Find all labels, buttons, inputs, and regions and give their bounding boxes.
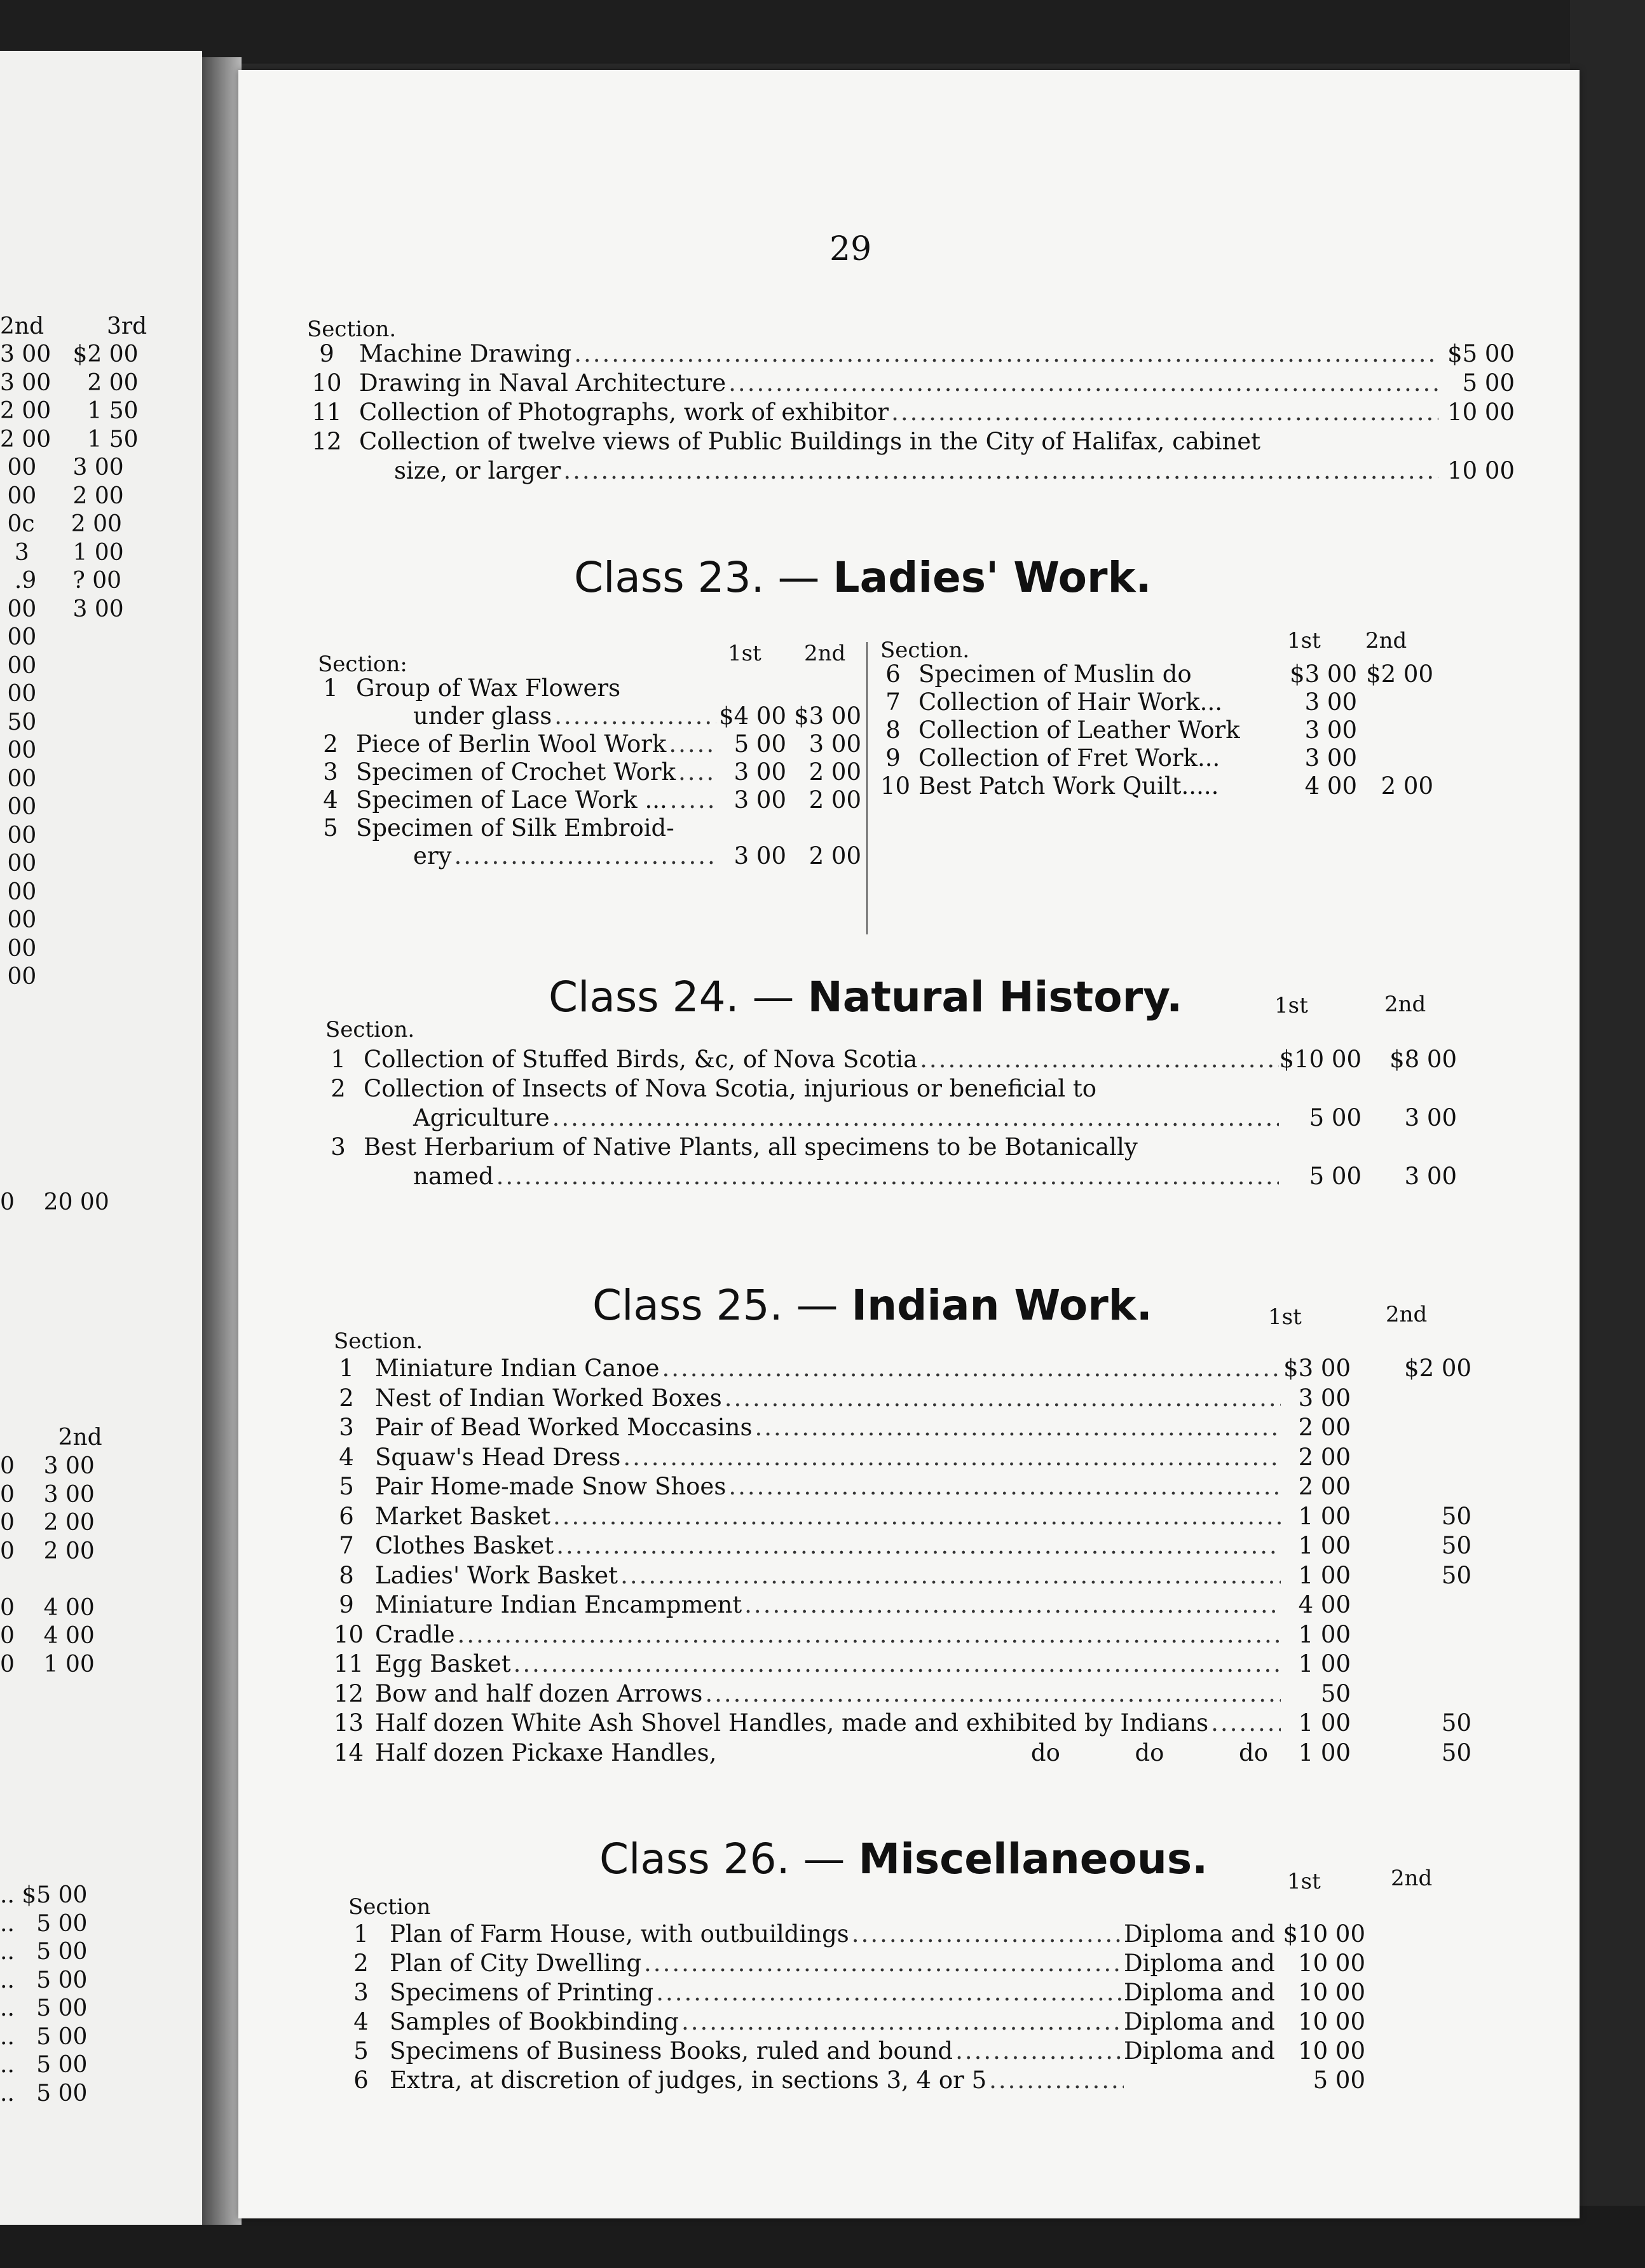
section-number: 2 xyxy=(339,1384,354,1412)
class-24-row-continuation xyxy=(413,1162,1457,1191)
dot-leader xyxy=(511,1650,1281,1679)
section-description: Miniature Indian Canoe xyxy=(375,1355,660,1382)
section-description: Collection of Hair Work... xyxy=(918,688,1222,716)
left-facing-page xyxy=(0,51,202,2225)
class-26-row xyxy=(348,2007,1365,2037)
section-number: 10 xyxy=(311,369,342,397)
class-23-right-row xyxy=(880,688,1433,717)
left-page-value-line: 00 xyxy=(0,823,37,849)
left-page-value-line: 0 3 00 xyxy=(0,1482,95,1508)
left-page-value-line: 00 3 00 xyxy=(0,596,124,622)
first-prize: 3 00 xyxy=(1298,1384,1351,1412)
section-number: 1 xyxy=(353,1920,369,1948)
class-23-left-row xyxy=(318,674,861,703)
scan-border-right xyxy=(1570,0,1645,2268)
first-prize: 5 00 xyxy=(1309,1163,1362,1190)
section-number: 3 xyxy=(339,1414,354,1441)
dot-leader xyxy=(953,2037,1124,2066)
left-page-value-line: 3 00 2 00 xyxy=(0,370,139,396)
left-page-value-line: 00 xyxy=(0,964,37,990)
class-24-row xyxy=(325,1133,1457,1162)
section-description: Collection of Stuffed Birds, &c, of Nova Scotia xyxy=(364,1046,918,1073)
class-25-name: Indian Work. xyxy=(851,1281,1152,1330)
first-prize: 3 00 xyxy=(734,842,786,870)
section-description: Ladies' Work Basket xyxy=(375,1562,618,1589)
prize-amount: $5 00 xyxy=(1447,340,1515,367)
section-number: 6 xyxy=(353,2066,369,2094)
dot-leader xyxy=(667,786,716,815)
section-number: 2 xyxy=(331,1075,346,1102)
dot-leader xyxy=(571,339,1438,369)
left-page-col-header-2nd: 2nd xyxy=(0,313,44,339)
dot-leader xyxy=(552,702,716,731)
dot-leader xyxy=(641,1949,1124,1978)
left-page-value-line: .. 5 00 xyxy=(0,1967,88,1993)
left-page-value-line: 2 00 1 50 xyxy=(0,427,139,453)
class-25-row xyxy=(334,1354,1471,1383)
dot-leader xyxy=(618,1561,1281,1590)
left-page-value-line: 0 2 00 xyxy=(0,1538,95,1564)
first-prize: $10 00 xyxy=(1279,1046,1362,1073)
section-number: 7 xyxy=(885,688,901,716)
section-number: 2 xyxy=(353,1950,369,1977)
class-25-row xyxy=(334,1531,1471,1561)
top-section-row xyxy=(307,398,1515,427)
first-prize: 3 00 xyxy=(734,758,786,786)
left-page-value-line: 0 4 00 xyxy=(0,1623,95,1649)
prize-amount: 10 00 xyxy=(1447,457,1515,484)
class-23-right-row xyxy=(880,660,1433,689)
dot-leader xyxy=(653,1978,1124,2007)
first-prize: 4 00 xyxy=(1304,772,1357,800)
class-26-row xyxy=(348,2066,1365,2095)
class-24-section-label: Section. xyxy=(325,1017,415,1042)
second-prize: 3 00 xyxy=(809,730,861,758)
left-page-value-line: 00 2 00 xyxy=(0,483,124,509)
left-page-value-line: .. $5 00 xyxy=(0,1882,88,1908)
class-24-number: Class 24. — xyxy=(549,973,795,1021)
left-page-value-line: 00 xyxy=(0,653,37,679)
prize-amount: 10 00 xyxy=(1447,399,1515,426)
first-prize: $4 00 xyxy=(719,702,786,730)
class-24-row xyxy=(325,1045,1457,1074)
class-25-row xyxy=(334,1413,1471,1442)
dot-leader xyxy=(494,1162,1279,1191)
first-prize: 3 00 xyxy=(1304,744,1357,772)
class-24-heading xyxy=(549,973,1182,1021)
class-25-row xyxy=(334,1650,1471,1679)
left-page-value-line: 00 xyxy=(0,681,37,707)
class-23-right-row xyxy=(880,772,1433,801)
class-25-row xyxy=(334,1620,1471,1650)
section-description: Pair Home-made Snow Shoes xyxy=(375,1473,727,1500)
dot-leader xyxy=(752,1413,1281,1442)
class-25-row xyxy=(334,1472,1471,1501)
dot-leader xyxy=(986,2066,1124,2095)
section-number: 9 xyxy=(339,1591,354,1618)
section-number: 4 xyxy=(323,786,338,814)
first-prize: 10 00 xyxy=(1298,1950,1365,1977)
class-26-number: Class 26. — xyxy=(599,1834,845,1883)
section-description: Specimens of Business Books, ruled and bound xyxy=(390,2037,953,2065)
first-prize: 10 00 xyxy=(1298,2008,1365,2035)
section-description: Half dozen Pickaxe Handles, xyxy=(375,1739,717,1766)
prize-type: Diploma and xyxy=(1124,1920,1275,1948)
left-page-value-line: 0 2 00 xyxy=(0,1510,95,1536)
section-number: 6 xyxy=(339,1503,354,1530)
class-25-row xyxy=(334,1443,1471,1472)
first-prize: 4 00 xyxy=(1298,1591,1351,1618)
class-23-left-section-label: Section: xyxy=(318,652,407,677)
section-number: 9 xyxy=(885,744,901,772)
section-number: 5 xyxy=(353,2037,369,2065)
second-prize: 2 00 xyxy=(809,758,861,786)
first-prize: $3 00 xyxy=(1290,660,1357,688)
second-prize: 2 00 xyxy=(809,786,861,814)
section-number: 11 xyxy=(334,1650,364,1677)
section-description: Best Herbarium of Native Plants, all specimens to be Botanically xyxy=(364,1133,1138,1161)
class-25-row xyxy=(334,1679,1471,1709)
first-prize: 5 00 xyxy=(734,730,786,758)
first-prize: 1 00 xyxy=(1298,1503,1351,1530)
left-page-col-header-3rd: 3rd xyxy=(107,313,147,339)
first-prize: 5 00 xyxy=(1309,1104,1362,1131)
section-description: Nest of Indian Worked Boxes xyxy=(375,1384,722,1412)
dot-leader xyxy=(1208,1709,1281,1738)
first-prize: 3 00 xyxy=(1304,716,1357,744)
prize-amount: 5 00 xyxy=(1462,369,1515,397)
section-description: Bow and half dozen Arrows xyxy=(375,1680,703,1707)
section-description: Pair of Bead Worked Moccasins xyxy=(375,1414,753,1441)
dot-leader xyxy=(454,1620,1281,1650)
left-page-value-line: .. 5 00 xyxy=(0,1911,88,1937)
section-number: 12 xyxy=(311,428,342,455)
prize-type: Diploma and xyxy=(1124,2008,1275,2035)
dot-leader xyxy=(679,2007,1124,2037)
section-description: Drawing in Naval Architecture xyxy=(359,369,727,397)
main-page xyxy=(238,70,1580,2218)
class-25-1st-header: 1st xyxy=(1268,1304,1302,1330)
second-prize: 3 00 xyxy=(1404,1163,1457,1190)
first-prize: 1 00 xyxy=(1298,1532,1351,1559)
page-number: 29 xyxy=(829,230,872,268)
second-prize: 50 xyxy=(1441,1532,1471,1559)
first-prize: 3 00 xyxy=(734,786,786,814)
second-prize: 50 xyxy=(1441,1739,1471,1766)
section-description-continued: Agriculture xyxy=(413,1104,550,1131)
class-24-name: Natural History. xyxy=(807,973,1183,1021)
second-prize: $2 00 xyxy=(1404,1355,1471,1382)
class-23-number: Class 23. — xyxy=(574,553,820,602)
class-23-right-2nd-header: 2nd xyxy=(1365,628,1407,653)
book-gutter xyxy=(202,57,242,2225)
section-number: 12 xyxy=(334,1680,364,1707)
section-number: 3 xyxy=(331,1133,346,1161)
left-page-value-line: 00 xyxy=(0,624,37,650)
class-25-row xyxy=(334,1709,1471,1738)
left-page-value-line: 0 4 00 xyxy=(0,1595,95,1621)
section-number: 1 xyxy=(331,1046,346,1073)
section-number: 10 xyxy=(880,772,911,800)
first-prize: 10 00 xyxy=(1298,1979,1365,2006)
dot-leader xyxy=(659,1354,1281,1383)
left-page-value-line: 0 20 00 xyxy=(0,1189,109,1215)
second-prize: 50 xyxy=(1441,1562,1471,1589)
section-description: Collection of Photographs, work of exhibitor xyxy=(359,399,889,426)
class-23-left-row xyxy=(318,758,861,787)
dot-leader xyxy=(550,1502,1281,1531)
class-26-row xyxy=(348,1978,1365,2007)
class-26-heading xyxy=(599,1834,1208,1883)
class-23-name: Ladies' Work. xyxy=(833,553,1152,602)
section-number: 3 xyxy=(353,1979,369,2006)
class-23-right-row xyxy=(880,716,1433,745)
section-number: 5 xyxy=(323,814,338,842)
section-description: ery xyxy=(413,842,452,870)
left-page-value-line: .. 5 00 xyxy=(0,2024,88,2050)
left-page-value-line: 50 xyxy=(0,709,37,735)
section-description: under glass xyxy=(413,702,552,730)
dot-leader xyxy=(554,1531,1281,1561)
first-prize: 1 00 xyxy=(1298,1650,1351,1677)
section-number: 14 xyxy=(334,1739,364,1766)
dot-leader xyxy=(726,1472,1281,1501)
section-description: Collection of Insects of Nova Scotia, injurious or beneficial to xyxy=(364,1075,1096,1102)
class-23-right-section-label: Section. xyxy=(880,638,970,663)
section-description: Machine Drawing xyxy=(359,340,572,367)
section-number: 5 xyxy=(339,1473,354,1500)
class-23-right-row xyxy=(880,744,1433,773)
class-25-row xyxy=(334,1502,1471,1531)
section-number: 3 xyxy=(323,758,338,786)
dot-leader xyxy=(917,1045,1279,1074)
section-description: Collection of Fret Work... xyxy=(918,744,1220,772)
class-25-row xyxy=(334,1739,1471,1768)
class-26-2nd-header: 2nd xyxy=(1391,1866,1433,1891)
section-description: Plan of Farm House, with outbuildings xyxy=(390,1920,849,1948)
left-page-value-line: 3 1 00 xyxy=(0,540,124,566)
first-prize: 1 00 xyxy=(1298,1739,1351,1766)
top-section-row xyxy=(307,339,1515,369)
left-page-value-line: .9 ? 00 xyxy=(0,568,122,594)
section-number: 9 xyxy=(319,340,334,367)
class-26-section-label: Section xyxy=(348,1894,431,1920)
class-26-row xyxy=(348,1920,1365,1949)
class-25-row xyxy=(334,1561,1471,1590)
class-26-row xyxy=(348,1949,1365,1978)
scan-border-top xyxy=(0,0,1645,64)
section-description: Plan of City Dwelling xyxy=(390,1950,642,1977)
second-prize: 50 xyxy=(1441,1503,1471,1530)
class-23-left-row xyxy=(318,842,861,871)
class-23-left-row xyxy=(318,786,861,815)
left-page-value-line: .. 5 00 xyxy=(0,1995,88,2021)
section-description: Piece of Berlin Wool Work xyxy=(356,730,667,758)
left-page-value-line: 00 3 00 xyxy=(0,454,124,481)
class-25-number: Class 25. — xyxy=(592,1281,838,1330)
section-number: 13 xyxy=(334,1709,364,1737)
top-section-row-continuation xyxy=(394,456,1515,486)
section-description-continued: size, or larger xyxy=(394,457,561,484)
section-number: 7 xyxy=(339,1532,354,1559)
ditto-marks: do do do xyxy=(1030,1739,1268,1766)
left-page-value-line: 00 xyxy=(0,737,37,763)
section-description: Specimen of Lace Work ... xyxy=(356,786,667,814)
first-prize: 5 00 xyxy=(1313,2066,1365,2094)
prize-type: Diploma and xyxy=(1124,1950,1275,1977)
class-23-left-2nd-header: 2nd xyxy=(804,641,846,666)
class-23-right-1st-header: 1st xyxy=(1287,628,1321,653)
section-number: 1 xyxy=(323,674,338,702)
section-description: Specimen of Silk Embroid- xyxy=(356,814,674,842)
first-prize: 3 00 xyxy=(1304,688,1357,716)
dot-leader xyxy=(849,1920,1124,1949)
left-page-value-line: .. 5 00 xyxy=(0,2080,88,2107)
section-description: Egg Basket xyxy=(375,1650,511,1677)
class-23-left-row xyxy=(318,814,861,843)
dot-leader xyxy=(620,1443,1281,1472)
dot-leader xyxy=(561,456,1438,486)
left-page-value-line: 00 xyxy=(0,766,37,792)
section-number: 8 xyxy=(339,1562,354,1589)
class-23-left-row xyxy=(318,702,861,731)
left-page-value-line: 0c 2 00 xyxy=(0,511,122,537)
section-number: 11 xyxy=(311,399,342,426)
section-number: 10 xyxy=(334,1621,364,1648)
dot-leader xyxy=(452,842,717,871)
section-description: Market Basket xyxy=(375,1503,551,1530)
left-page-value-line: 00 xyxy=(0,936,37,962)
left-page-value-line: 00 xyxy=(0,879,37,905)
section-description: Collection of twelve views of Public Buildings in the City of Halifax, cabinet xyxy=(359,428,1261,455)
class-26-name: Miscellaneous. xyxy=(858,1834,1208,1883)
dot-leader xyxy=(666,730,716,759)
left-page-value-line: .. 5 00 xyxy=(0,1939,88,1965)
class-23-left-1st-header: 1st xyxy=(728,641,761,666)
section-number: 4 xyxy=(339,1444,354,1471)
prize-type: Diploma and xyxy=(1124,1979,1275,2006)
first-prize: 2 00 xyxy=(1298,1414,1351,1441)
class-25-heading xyxy=(592,1281,1152,1330)
section-description: Group of Wax Flowers xyxy=(356,674,621,702)
class-24-1st-header: 1st xyxy=(1274,993,1308,1018)
dot-leader xyxy=(702,1679,1281,1709)
class-24-2nd-header: 2nd xyxy=(1384,992,1426,1017)
class-23-left-row xyxy=(318,730,861,759)
class-24-row xyxy=(325,1074,1457,1103)
second-prize: 50 xyxy=(1441,1709,1471,1737)
section-description-continued: named xyxy=(413,1163,494,1190)
dot-leader xyxy=(726,369,1438,398)
section-description: Collection of Leather Work xyxy=(918,716,1240,744)
first-prize: $3 00 xyxy=(1283,1355,1351,1382)
first-prize: 2 00 xyxy=(1298,1473,1351,1500)
left-page-value-line: 2nd xyxy=(0,1424,102,1451)
dot-leader xyxy=(742,1590,1281,1620)
second-prize: 2 00 xyxy=(1381,772,1433,800)
section-description: Specimen of Crochet Work xyxy=(356,758,676,786)
second-prize: 3 00 xyxy=(1404,1104,1457,1131)
first-prize: 50 xyxy=(1320,1680,1351,1707)
section-description: Samples of Bookbinding xyxy=(390,2008,679,2035)
class-25-2nd-header: 2nd xyxy=(1386,1302,1428,1327)
section-description: Clothes Basket xyxy=(375,1532,554,1559)
left-page-value-line: 0 1 00 xyxy=(0,1651,95,1677)
section-description: Extra, at discretion of judges, in sections 3, 4 or 5 xyxy=(390,2066,987,2094)
class-23-heading xyxy=(574,553,1152,602)
first-prize: 2 00 xyxy=(1298,1444,1351,1471)
class-25-section-label: Section. xyxy=(334,1329,423,1354)
first-prize: 1 00 xyxy=(1298,1562,1351,1589)
dot-leader xyxy=(676,758,716,787)
first-prize: 1 00 xyxy=(1298,1621,1351,1648)
left-page-value-line: 00 xyxy=(0,850,37,877)
left-page-value-line: .. 5 00 xyxy=(0,2052,88,2078)
left-page-value-line: 3 00 $2 00 xyxy=(0,341,139,367)
section-description: Miniature Indian Encampment xyxy=(375,1591,742,1618)
left-page-value-line: 0 3 00 xyxy=(0,1453,95,1479)
dot-leader xyxy=(889,398,1438,427)
section-number: 6 xyxy=(885,660,901,688)
left-page-value-line: 00 xyxy=(0,794,37,820)
section-number: 8 xyxy=(885,716,901,744)
class-26-1st-header: 1st xyxy=(1287,1869,1321,1894)
dot-leader xyxy=(722,1384,1281,1413)
section-description: Squaw's Head Dress xyxy=(375,1444,621,1471)
left-page-value-line: 00 xyxy=(0,907,37,933)
section-description: Specimen of Muslin do xyxy=(918,660,1192,688)
section-description: Best Patch Work Quilt..... xyxy=(918,772,1219,800)
second-prize: $2 00 xyxy=(1366,660,1433,688)
second-prize: 2 00 xyxy=(809,842,861,870)
first-prize: 1 00 xyxy=(1298,1709,1351,1737)
top-section-label: Section. xyxy=(307,317,397,342)
class-25-row xyxy=(334,1384,1471,1413)
section-description: Half dozen White Ash Shovel Handles, made and exhibited by Indians xyxy=(375,1709,1209,1737)
class-26-row xyxy=(348,2037,1365,2066)
section-number: 1 xyxy=(339,1355,354,1382)
section-description: Cradle xyxy=(375,1621,455,1648)
section-description: Specimens of Printing xyxy=(390,1979,654,2006)
prize-type: Diploma and xyxy=(1124,2037,1275,2065)
section-number: 4 xyxy=(353,2008,369,2035)
class-25-row xyxy=(334,1590,1471,1620)
first-prize: $10 00 xyxy=(1283,1920,1365,1948)
dot-leader xyxy=(550,1103,1279,1133)
section-number: 2 xyxy=(323,730,338,758)
class-23-column-divider xyxy=(866,642,868,934)
second-prize: $8 00 xyxy=(1389,1046,1457,1073)
first-prize: 10 00 xyxy=(1298,2037,1365,2065)
left-page-value-line: 2 00 1 50 xyxy=(0,398,139,424)
class-24-row-continuation xyxy=(413,1103,1457,1133)
second-prize: $3 00 xyxy=(794,702,861,730)
top-section-row xyxy=(307,369,1515,398)
top-section-row xyxy=(307,427,1515,456)
